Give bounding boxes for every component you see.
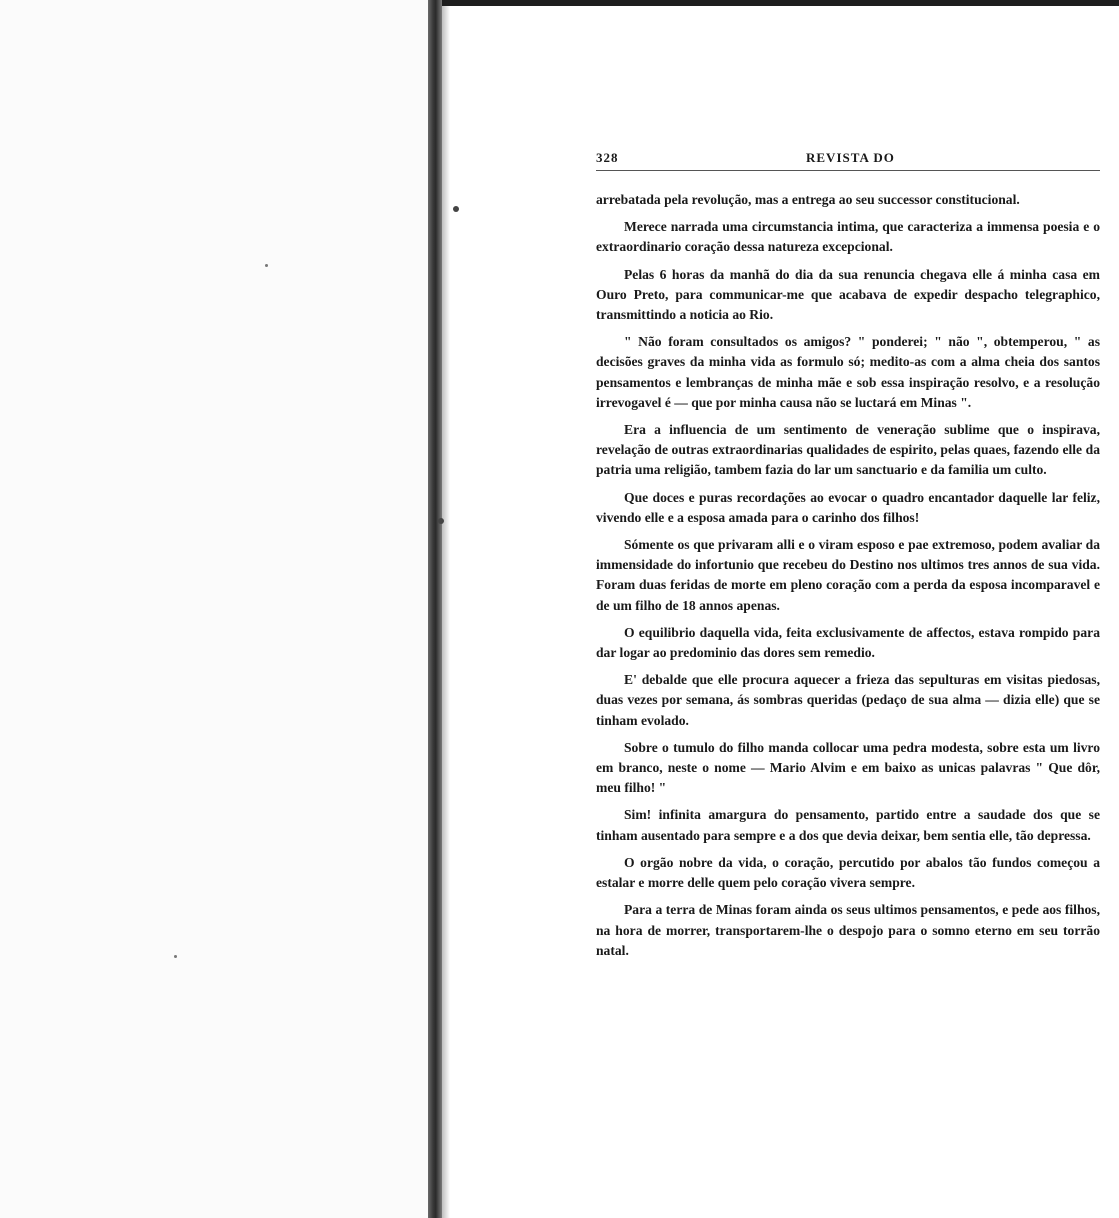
paragraph: Era a influencia de um sentimento de veneração sublime que o inspirava, revelação de outras extraordinarias qualidades de espirito, pelas quaes, fazendo elle da patria uma religião, tambem fazia do lar um sanctuario e da familia um culto. — [596, 422, 1100, 478]
page-top-edge — [442, 0, 1119, 6]
spine-shadow — [442, 0, 450, 1218]
article-body — [596, 190, 1100, 968]
left-blank-page — [0, 0, 428, 1218]
paragraph: Pelas 6 horas da manhã do dia da sua renuncia chegava elle á minha casa em Ouro Preto, para communicar-me que acabava de expedir despacho telegraphico, transmittindo a noticia ao Rio. — [596, 266, 1100, 323]
running-head: REVISTA DO — [806, 150, 895, 165]
page-header — [596, 150, 1100, 170]
paragraph: O equilibrio daquella vida, feita exclusivamente de affectos, estava rompido para dar logar ao predominio das dores sem remedio. — [596, 624, 1100, 661]
page-number: 328 — [596, 150, 619, 165]
paragraph: Sim! infinita amargura do pensamento, partido entre a saudade dos que se tinham ausentado para sempre e a dos que devia deixar, bem sentia elle, tão depressa. — [596, 807, 1100, 843]
book-spine — [428, 0, 442, 1218]
paragraph: Merece narrada uma circumstancia intima, que caracteriza a immensa poesia e o extraordinario coração dessa natureza excepcional. — [596, 219, 1100, 255]
paragraph: Sobre o tumulo do filho manda collocar uma pedra modesta, sobre esta um livro em branco, neste o nome — Mario Alvim e em baixo as unicas palavras " Que dôr, meu filho! " — [596, 739, 1100, 796]
paper-speck — [265, 264, 268, 267]
binding-mark — [453, 206, 459, 212]
paper-speck — [174, 955, 177, 958]
header-rule — [596, 170, 1100, 171]
paragraph: Que doces e puras recordações ao evocar o quadro encantador daquelle lar feliz, vivendo elle e a esposa amada para o carinho dos filhos! — [596, 489, 1100, 525]
paragraph: O orgão nobre da vida, o coração, percutido por abalos tão fundos começou a estalar e morre delle quem pelo coração vivera sempre. — [596, 854, 1100, 891]
paragraph: Sómente os que privaram alli e o viram esposo e pae extremoso, podem avaliar da immensidade do infortunio que recebeu do Destino nos ultimos tres annos de sua vida. Foram duas feridas de morte em pleno coração com a perda da esposa incomparavel e de um filho de 18 annos apenas. — [596, 537, 1100, 613]
paragraph: E' debalde que elle procura aquecer a frieza das sepulturas em visitas piedosas, duas vezes por semana, ás sombras queridas (pedaço de sua alma — dizia elle) que se tinham evolado. — [596, 672, 1100, 728]
binding-mark — [438, 518, 444, 524]
paragraph: arrebatada pela revolução, mas a entrega ao seu successor constitucional. — [596, 192, 1020, 207]
paragraph: Para a terra de Minas foram ainda os seus ultimos pensamentos, e pede aos filhos, na hora de morrer, transportarem-lhe o despojo para o somno eterno em seu torrão natal. — [596, 902, 1100, 958]
paragraph: " Não foram consultados os amigos? " ponderei; " não ", obtemperou, " as decisões graves da minha vida as formulo só; medito-as com a alma cheia dos santos pensamentos e lembranças de minha mãe e sob essa inspiração resolvo, e a resolução irrevogavel é — que por minha causa não se luctará em Minas ". — [596, 334, 1100, 410]
